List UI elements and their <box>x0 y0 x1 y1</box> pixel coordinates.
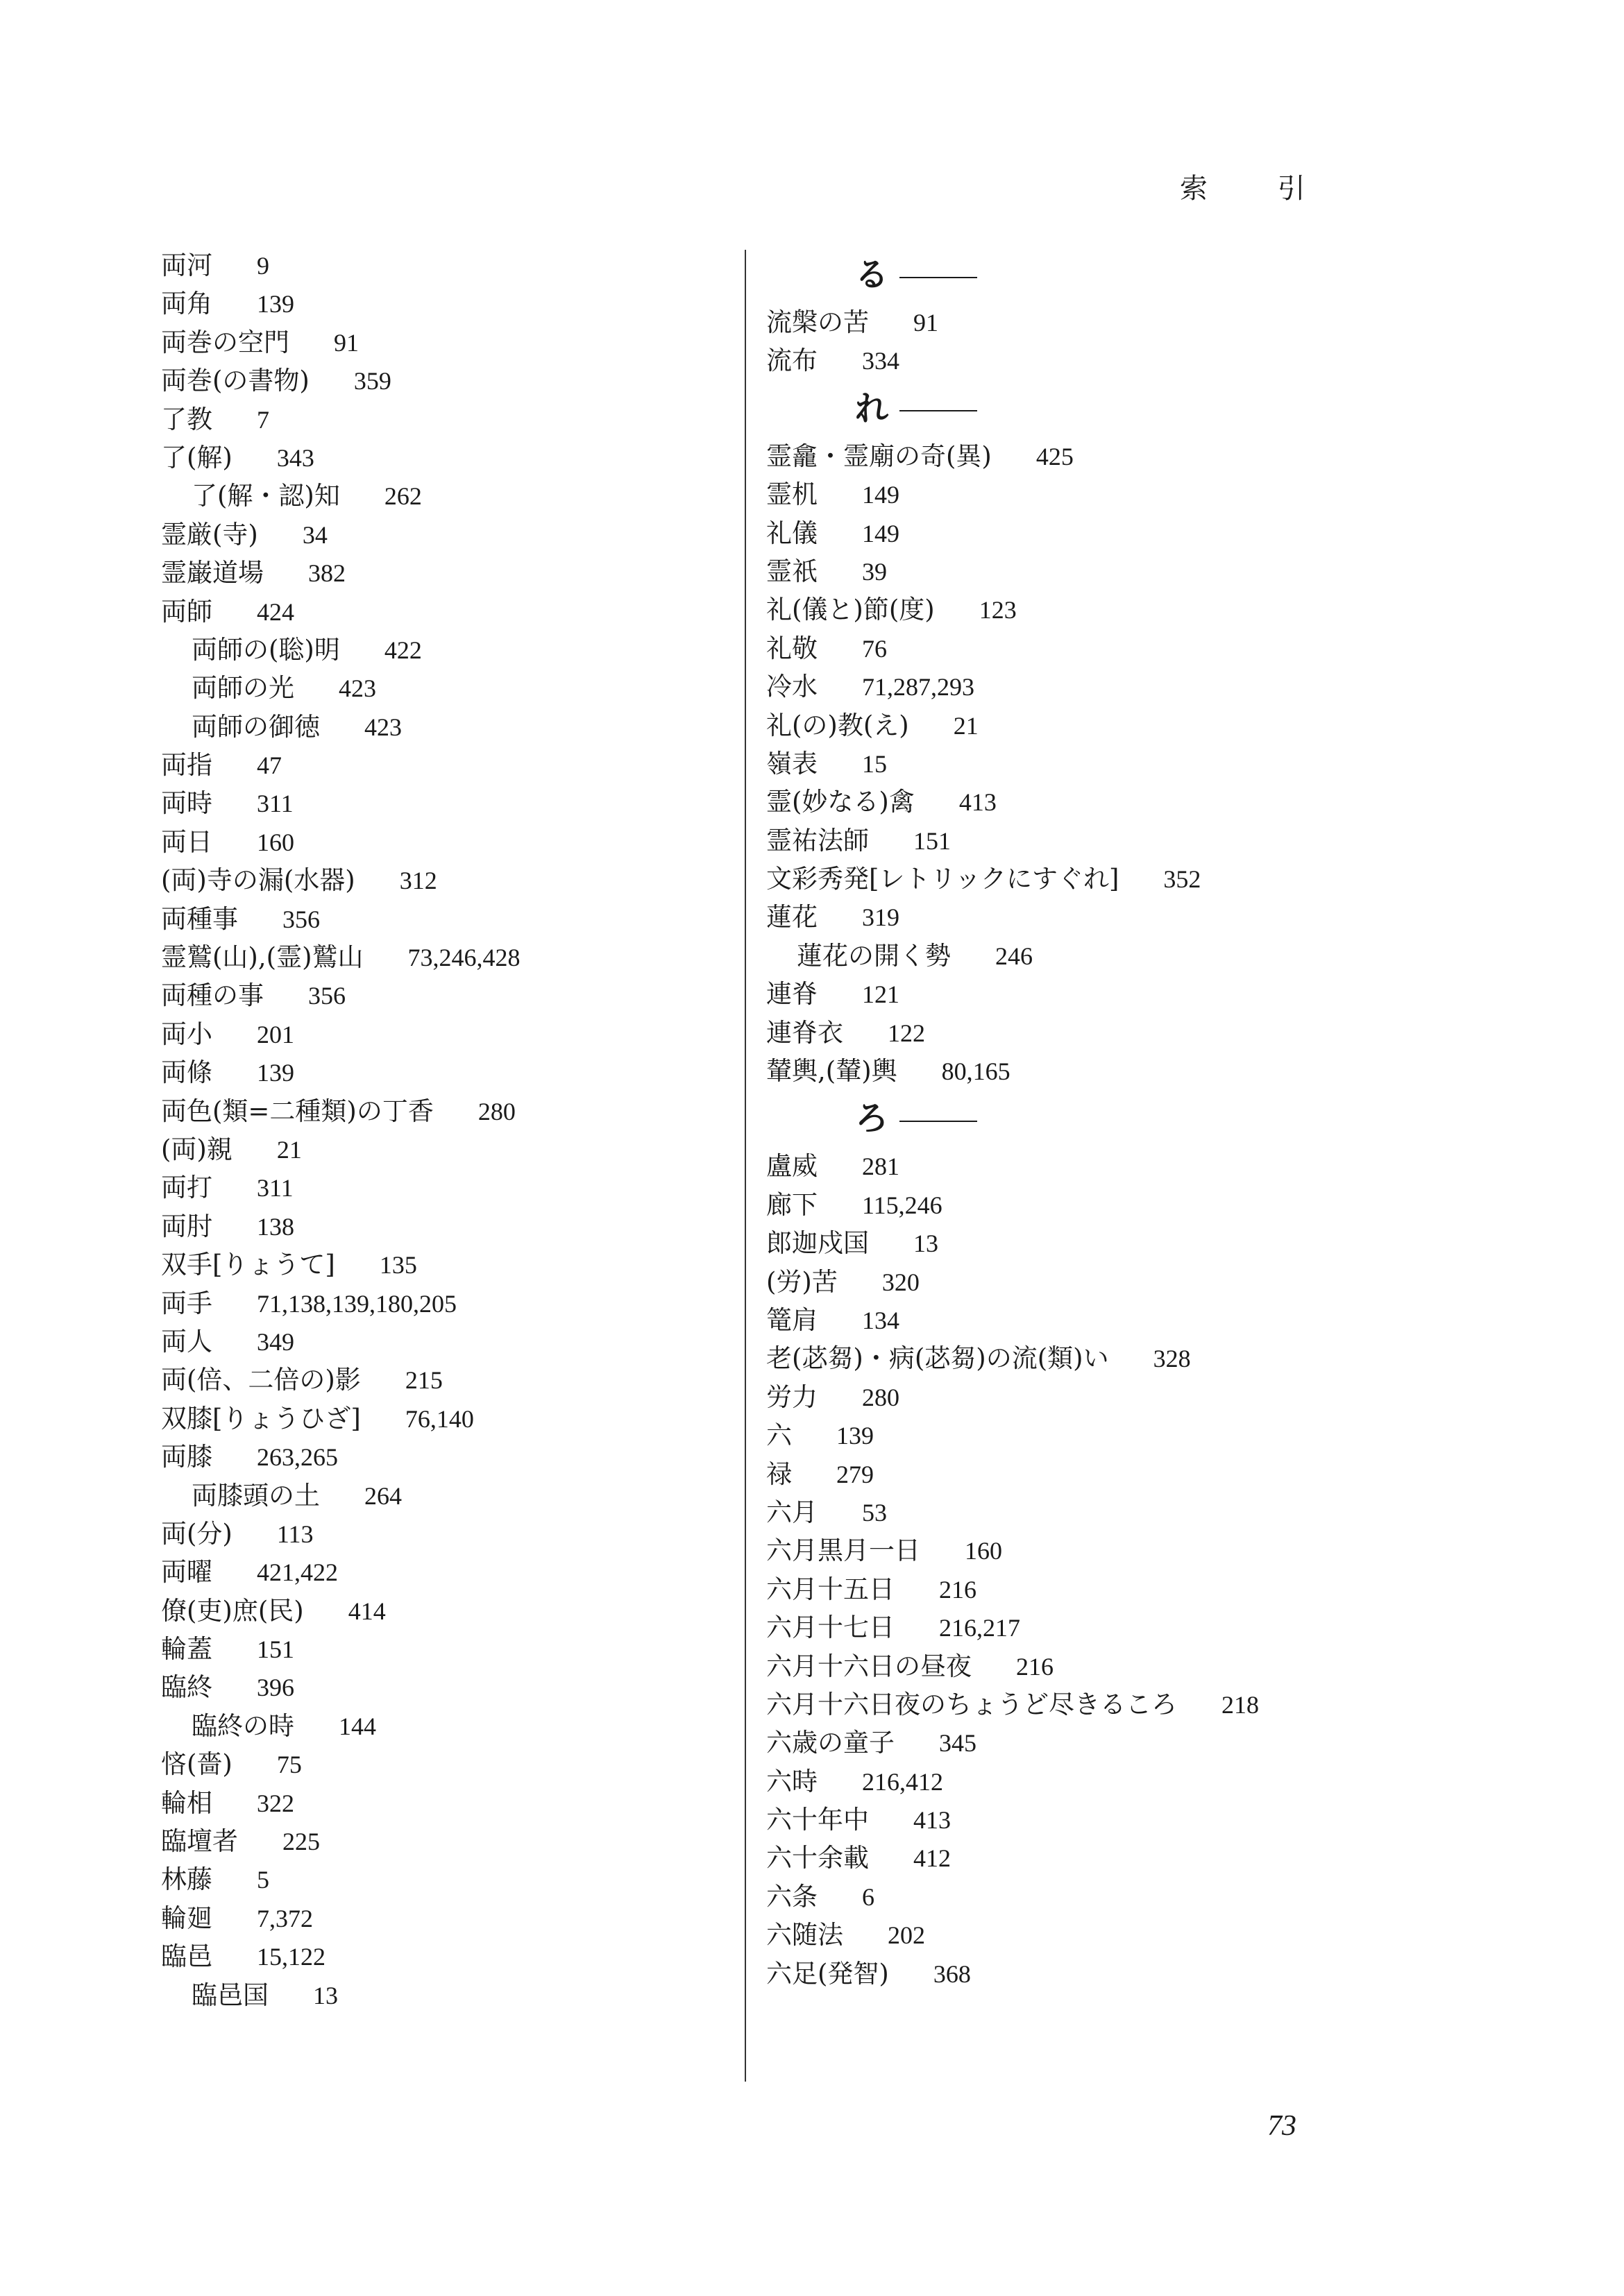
index-column-left <box>161 246 723 2014</box>
index-term: 霊厳(寺) <box>161 519 258 550</box>
index-page-refs: 13 <box>913 1230 938 1258</box>
index-subentry <box>161 669 723 707</box>
index-page-refs: 80,165 <box>941 1057 1010 1086</box>
index-page-refs: 423 <box>364 713 402 741</box>
index-term: 流布 <box>766 346 818 376</box>
index-term: 冷水 <box>766 672 818 702</box>
index-page-refs: 39 <box>862 557 887 586</box>
index-page-refs: 312 <box>399 867 437 895</box>
index-page-refs: 160 <box>965 1537 1002 1565</box>
index-term: 霊(妙なる)禽 <box>766 787 915 817</box>
index-term: 両手 <box>161 1288 212 1318</box>
index-term: 両巻の空門 <box>161 327 289 357</box>
index-page-refs: 47 <box>257 751 282 780</box>
index-page-refs: 121 <box>862 980 899 1009</box>
index-term: 六月十七日 <box>766 1613 895 1643</box>
index-page-refs: 423 <box>339 674 376 703</box>
index-page-refs: 279 <box>836 1460 874 1488</box>
index-entry <box>161 1553 723 1591</box>
index-entry <box>161 746 723 784</box>
index-page-refs: 319 <box>862 903 899 932</box>
index-entry <box>766 1224 1391 1262</box>
index-page-refs: 144 <box>339 1712 376 1740</box>
index-page-refs: 382 <box>308 559 346 588</box>
index-page-refs: 345 <box>939 1729 976 1758</box>
index-entry <box>161 284 723 323</box>
index-section-heading <box>766 246 1391 303</box>
index-entry <box>766 1378 1391 1416</box>
index-entry <box>161 1937 723 1975</box>
index-page-refs: 356 <box>308 982 346 1010</box>
index-term: 六月十五日 <box>766 1574 895 1604</box>
index-term: 両(分) <box>161 1518 232 1549</box>
index-entry <box>766 1263 1391 1301</box>
index-page-refs: 280 <box>477 1097 516 1125</box>
index-term: 輪蓋 <box>161 1634 212 1665</box>
index-entry <box>766 629 1391 667</box>
index-page-refs: 320 <box>881 1268 920 1296</box>
index-entry <box>766 1416 1391 1454</box>
index-page-refs: 91 <box>334 328 359 357</box>
index-entry <box>161 516 723 554</box>
index-term: 両指 <box>161 750 212 781</box>
index-entry <box>161 1400 723 1438</box>
index-page-refs: 151 <box>913 826 951 855</box>
index-page-refs: 311 <box>257 1174 294 1202</box>
index-term: 霊巌道場 <box>161 558 264 588</box>
index-entry <box>766 590 1391 629</box>
index-entry <box>766 1955 1391 1993</box>
index-page-refs: 113 <box>276 1520 314 1548</box>
index-entry <box>161 861 723 899</box>
index-page-refs: 76 <box>862 634 887 663</box>
index-page-refs: 149 <box>862 519 899 547</box>
index-page-refs: 343 <box>276 443 314 472</box>
index-page-refs: 359 <box>353 367 391 396</box>
index-term: 双手[りょうて] <box>161 1250 335 1280</box>
index-page-refs: 9 <box>257 252 269 280</box>
index-term: 礼(の)教(え) <box>766 710 909 740</box>
index-term: 禄 <box>766 1459 792 1489</box>
index-page-refs: 13 <box>313 1981 338 2009</box>
index-section-heading <box>766 380 1391 437</box>
index-entry <box>766 822 1391 860</box>
index-entry <box>161 1438 723 1476</box>
index-page-refs: 71,138,139,180,205 <box>257 1289 457 1318</box>
index-page-refs: 396 <box>257 1674 294 1702</box>
index-page-refs: 139 <box>257 290 294 318</box>
index-term: 六条 <box>766 1881 818 1912</box>
index-entry <box>161 1822 723 1860</box>
index-entry <box>161 1092 723 1130</box>
section-heading-kana: ろ <box>855 1099 889 1139</box>
index-term: 了(解・認)知 <box>192 481 340 511</box>
index-term: 僚(吏)庶(民) <box>161 1595 304 1626</box>
index-subentry <box>766 937 1391 975</box>
index-term: 両色(類=二種類)の丁香 <box>161 1096 434 1126</box>
index-entry <box>161 1053 723 1091</box>
index-entry <box>161 1207 723 1245</box>
index-subentry <box>161 631 723 669</box>
index-entry <box>766 1301 1391 1339</box>
index-term: 了(解) <box>161 442 232 473</box>
index-page-refs: 422 <box>384 636 422 664</box>
index-term: 盧威 <box>766 1151 818 1182</box>
index-page-refs: 138 <box>257 1212 294 1241</box>
index-term: 臨邑 <box>161 1941 212 1972</box>
index-term: 老(苾芻)・病(苾芻)の流(類)い <box>766 1343 1109 1374</box>
index-term: 両師の御徳 <box>192 711 320 742</box>
index-page-refs: 413 <box>958 788 997 817</box>
index-term: 輪相 <box>161 1787 212 1818</box>
index-term: 霊祐法師 <box>766 825 869 856</box>
index-page-refs: 7 <box>257 405 269 434</box>
index-entry <box>766 783 1391 821</box>
index-subentry <box>161 1976 723 2014</box>
index-entry <box>766 475 1391 513</box>
index-entry <box>161 1015 723 1053</box>
index-term: 六歳の童子 <box>766 1728 895 1758</box>
index-page-refs: 160 <box>257 828 294 856</box>
index-entry <box>161 1284 723 1323</box>
section-heading-rule <box>899 410 977 411</box>
index-term: 蓮花 <box>766 902 818 933</box>
index-entry <box>766 437 1391 475</box>
index-entry <box>161 1323 723 1361</box>
index-entry <box>766 975 1391 1013</box>
index-entry <box>161 938 723 976</box>
index-term: 霊祇 <box>766 556 818 586</box>
index-subentry <box>161 1707 723 1745</box>
index-page-refs: 349 <box>257 1327 294 1356</box>
index-page-refs: 216,217 <box>939 1614 1020 1642</box>
index-entry <box>766 1839 1391 1877</box>
index-entry <box>161 323 723 362</box>
index-term: 了教 <box>161 404 212 434</box>
index-entry <box>766 706 1391 745</box>
index-entry <box>766 303 1391 341</box>
index-entry <box>161 823 723 861</box>
index-term: 両人 <box>161 1326 212 1357</box>
index-entry <box>766 552 1391 590</box>
index-page-refs: 412 <box>913 1844 951 1873</box>
index-term: 連脊 <box>766 979 818 1010</box>
index-entry <box>766 667 1391 706</box>
index-page-refs: 281 <box>862 1153 899 1181</box>
index-term: 篭肩 <box>766 1304 818 1335</box>
index-entry <box>766 341 1391 380</box>
page-header-title: 索 引 <box>1180 173 1336 205</box>
index-term: 輪廻 <box>161 1903 212 1933</box>
index-entry <box>161 439 723 477</box>
index-page-refs: 21 <box>953 711 979 740</box>
index-entry <box>161 1668 723 1706</box>
index-entry <box>766 1052 1391 1090</box>
index-page-refs: 139 <box>257 1059 294 1087</box>
index-entry <box>161 1515 723 1553</box>
index-term: 労力 <box>766 1381 818 1412</box>
index-term: 六足(発智) <box>766 1958 889 1989</box>
index-page-refs: 15,122 <box>257 1943 325 1971</box>
index-section-heading <box>766 1090 1391 1147</box>
index-page-refs: 21 <box>276 1135 302 1164</box>
index-page-refs: 218 <box>1221 1690 1259 1719</box>
index-entry <box>766 860 1391 898</box>
index-entry <box>161 1860 723 1898</box>
index-page-refs: 334 <box>862 347 899 375</box>
index-term: 両打 <box>161 1173 212 1203</box>
index-page-refs: 34 <box>302 520 328 549</box>
index-term: 両師の(聡)明 <box>192 634 340 665</box>
index-term: 両巻(の書物) <box>161 366 310 396</box>
index-term: 連脊衣 <box>766 1017 843 1048</box>
index-term: 両曜 <box>161 1557 212 1588</box>
index-page-refs: 216 <box>1016 1652 1054 1681</box>
index-term: 両河 <box>161 250 212 280</box>
page-number: 73 <box>1267 2110 1296 2142</box>
index-term: 林藤 <box>161 1864 212 1895</box>
index-entry <box>766 1916 1391 1954</box>
index-entry <box>766 1724 1391 1762</box>
index-term: 両小 <box>161 1019 212 1049</box>
index-page-refs: 135 <box>379 1251 417 1279</box>
index-term: 六月十六日の昼夜 <box>766 1651 972 1681</box>
index-term: 嶺表 <box>766 748 818 779</box>
index-entry <box>161 1745 723 1783</box>
index-page-refs: 225 <box>282 1828 320 1856</box>
index-page-refs: 115,246 <box>862 1191 942 1219</box>
index-term: 霊机 <box>766 479 818 510</box>
index-term: 流槃の苦 <box>766 307 869 337</box>
index-page-refs: 263,265 <box>257 1443 338 1472</box>
index-entry <box>161 1168 723 1207</box>
index-entry <box>161 900 723 938</box>
index-page-refs: 322 <box>257 1789 294 1817</box>
index-term: 六十年中 <box>766 1805 869 1835</box>
index-page-refs: 53 <box>862 1498 887 1527</box>
index-page-refs: 15 <box>862 749 887 778</box>
index-column-right <box>766 246 1391 1993</box>
index-term: 礼(儀と)節(度) <box>766 595 935 625</box>
index-page-refs: 413 <box>913 1806 951 1835</box>
index-term: 臨邑国 <box>192 1980 269 2010</box>
index-entry <box>161 1899 723 1937</box>
index-entry <box>161 400 723 439</box>
index-entry <box>161 1784 723 1822</box>
index-entry <box>766 1014 1391 1052</box>
index-page-refs: 91 <box>913 309 938 337</box>
index-entry <box>766 1878 1391 1916</box>
index-entry <box>766 1762 1391 1801</box>
index-term: 六月十六日夜のちょうど尽きるころ <box>766 1689 1177 1719</box>
index-page-refs: 5 <box>257 1866 269 1894</box>
index-term: 臨終 <box>161 1672 212 1703</box>
index-term: 六十余載 <box>766 1843 869 1873</box>
index-page-refs: 75 <box>276 1751 302 1779</box>
index-page-refs: 76,140 <box>405 1404 474 1433</box>
index-entry <box>766 1685 1391 1724</box>
index-entry <box>161 1361 723 1399</box>
index-term: 礼敬 <box>766 633 818 663</box>
index-entry <box>766 1570 1391 1608</box>
index-page-refs: 149 <box>862 481 899 509</box>
index-page-refs: 424 <box>257 597 294 626</box>
index-term: (労)苦 <box>766 1266 838 1297</box>
index-page-refs: 123 <box>979 596 1017 624</box>
index-term: 六 <box>766 1420 792 1451</box>
index-page-refs: 280 <box>862 1383 899 1411</box>
index-entry <box>766 1608 1391 1647</box>
index-term: 霊龕・霊廟の奇(異) <box>766 441 992 471</box>
index-entry <box>161 1630 723 1668</box>
index-page-refs: 215 <box>405 1366 443 1395</box>
index-term: 郎迦戍国 <box>766 1228 869 1259</box>
index-term: 両肘 <box>161 1211 212 1241</box>
index-term: 両膝頭の土 <box>192 1480 320 1511</box>
index-term: 臨壇者 <box>161 1826 238 1857</box>
index-term: (両)親 <box>161 1134 232 1164</box>
index-page-refs: 73,246,428 <box>407 944 521 972</box>
index-page-refs: 71,287,293 <box>862 673 974 701</box>
section-heading-kana: れ <box>855 389 889 428</box>
index-term: 両師の光 <box>192 673 294 704</box>
index-entry <box>766 898 1391 936</box>
index-page-refs: 7,372 <box>257 1904 313 1932</box>
index-term: 両時 <box>161 788 212 819</box>
index-entry <box>161 976 723 1014</box>
index-page-refs: 202 <box>888 1921 925 1950</box>
section-heading-rule <box>899 1121 977 1122</box>
index-term: 礼儀 <box>766 518 818 548</box>
index-term: 六月黒月一日 <box>766 1536 920 1566</box>
index-page-refs: 122 <box>888 1019 925 1047</box>
index-entry <box>766 1493 1391 1531</box>
index-entry <box>161 1592 723 1630</box>
index-page-refs: 328 <box>1153 1345 1191 1373</box>
index-term: 両種事 <box>161 903 238 934</box>
index-entry <box>161 593 723 631</box>
index-page-refs: 134 <box>862 1306 899 1334</box>
index-term: 両種の事 <box>161 980 264 1011</box>
index-entry <box>766 1147 1391 1185</box>
index-term: (両)寺の漏(水器) <box>161 865 355 896</box>
index-term: 両(倍、二倍の)影 <box>161 1365 361 1395</box>
index-entry <box>766 745 1391 783</box>
index-entry <box>766 1186 1391 1224</box>
index-subentry <box>161 708 723 746</box>
index-entry <box>766 1455 1391 1493</box>
column-divider <box>745 250 746 2082</box>
index-page-refs: 368 <box>933 1959 971 1988</box>
index-entry <box>161 784 723 822</box>
index-entry <box>766 1339 1391 1377</box>
section-heading-rule <box>899 277 977 278</box>
index-page-refs: 352 <box>1163 865 1201 894</box>
index-term: 悋(嗇) <box>161 1749 232 1780</box>
index-page-refs: 139 <box>836 1422 874 1450</box>
index-entry <box>161 1245 723 1284</box>
index-entry <box>161 554 723 592</box>
index-term: 廊下 <box>766 1189 818 1220</box>
index-page-refs: 264 <box>364 1481 402 1510</box>
index-term: 文彩秀発[レトリックにすぐれ] <box>766 864 1119 894</box>
index-term: 双膝[りょうひざ] <box>161 1403 361 1434</box>
index-page-refs: 425 <box>1035 442 1074 470</box>
index-term: 両日 <box>161 826 212 857</box>
index-entry <box>766 514 1391 552</box>
index-term: 蓮花の開く勢 <box>797 940 951 971</box>
index-page-refs: 6 <box>862 1882 874 1911</box>
index-term: 両條 <box>161 1057 212 1088</box>
index-page-refs: 262 <box>384 482 422 511</box>
index-entry <box>766 1647 1391 1685</box>
index-page-refs: 216,412 <box>862 1767 943 1796</box>
index-page-refs: 246 <box>995 942 1033 970</box>
index-term: 臨終の時 <box>192 1710 294 1741</box>
index-page-refs: 421,422 <box>257 1558 338 1587</box>
index-page-refs: 356 <box>282 905 320 933</box>
index-page-refs: 414 <box>348 1597 386 1625</box>
section-heading-kana: る <box>855 255 889 294</box>
index-term: 霊鷲(山),(霊)鷲山 <box>161 942 364 973</box>
index-term: 両師 <box>161 596 212 627</box>
index-entry <box>161 1130 723 1168</box>
index-term: 両膝 <box>161 1442 212 1472</box>
index-entry <box>161 362 723 400</box>
index-page-refs: 201 <box>257 1020 294 1048</box>
index-entry <box>766 1801 1391 1839</box>
index-term: 六月 <box>766 1497 818 1527</box>
index-term: 六時 <box>766 1766 818 1796</box>
index-page-refs: 311 <box>257 790 294 818</box>
index-entry <box>161 246 723 284</box>
index-term: 六随法 <box>766 1920 843 1950</box>
index-subentry <box>161 477 723 515</box>
index-entry <box>766 1531 1391 1570</box>
index-page-refs: 216 <box>939 1575 976 1604</box>
index-subentry <box>161 1477 723 1515</box>
index-term: 両角 <box>161 289 212 319</box>
index-page-refs: 151 <box>257 1635 294 1664</box>
index-term: 輦輿,(輦)輿 <box>766 1056 897 1087</box>
